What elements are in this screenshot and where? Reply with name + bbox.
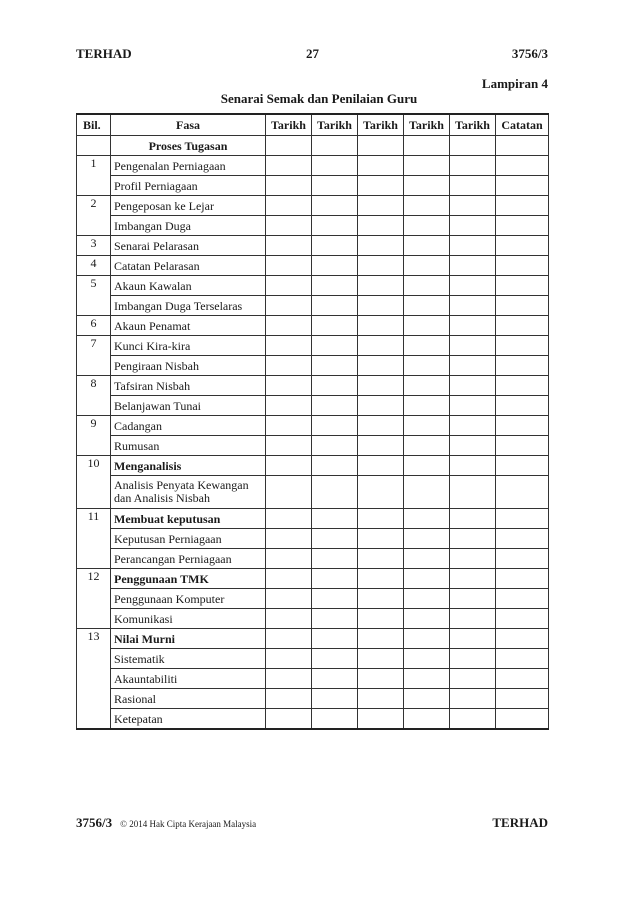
column-header-fasa: Fasa bbox=[111, 114, 266, 136]
row-number: 8 bbox=[77, 376, 111, 416]
notes-cell bbox=[496, 669, 549, 689]
phase-name: Cadangan bbox=[111, 416, 266, 436]
date-cell bbox=[358, 529, 404, 549]
date-cell bbox=[404, 296, 450, 316]
date-cell bbox=[312, 356, 358, 376]
date-cell bbox=[266, 276, 312, 296]
date-cell bbox=[312, 176, 358, 196]
date-cell bbox=[404, 156, 450, 176]
date-cell bbox=[358, 709, 404, 730]
date-cell bbox=[450, 396, 496, 416]
date-cell bbox=[404, 176, 450, 196]
date-cell bbox=[266, 416, 312, 436]
phase-name: Rumusan bbox=[111, 436, 266, 456]
notes-cell bbox=[496, 196, 549, 216]
notes-cell bbox=[496, 136, 549, 156]
date-cell bbox=[312, 376, 358, 396]
table-row bbox=[77, 549, 549, 569]
date-cell bbox=[312, 649, 358, 669]
phase-name: Akauntabiliti bbox=[111, 669, 266, 689]
row-number: 10 bbox=[77, 456, 111, 509]
row-number: 7 bbox=[77, 336, 111, 376]
phase-name: Membuat keputusan bbox=[111, 509, 266, 529]
phase-name: Proses Tugasan bbox=[111, 136, 266, 156]
date-cell bbox=[266, 649, 312, 669]
date-cell bbox=[266, 689, 312, 709]
date-cell bbox=[404, 476, 450, 509]
notes-cell bbox=[496, 436, 549, 456]
phase-name: Analisis Penyata Kewangan dan Analisis Nisbah bbox=[111, 476, 266, 509]
date-cell bbox=[404, 649, 450, 669]
notes-cell bbox=[496, 376, 549, 396]
date-cell bbox=[266, 629, 312, 649]
notes-cell bbox=[496, 476, 549, 509]
notes-cell bbox=[496, 549, 549, 569]
table-row bbox=[77, 689, 549, 709]
date-cell bbox=[450, 436, 496, 456]
footer-copyright: © 2014 Hak Cipta Kerajaan Malaysia bbox=[120, 819, 257, 829]
phase-name: Kunci Kira-kira bbox=[111, 336, 266, 356]
date-cell bbox=[450, 156, 496, 176]
row-number: 13 bbox=[77, 629, 111, 730]
date-cell bbox=[450, 529, 496, 549]
date-cell bbox=[312, 549, 358, 569]
date-cell bbox=[450, 476, 496, 509]
notes-cell bbox=[496, 316, 549, 336]
date-cell bbox=[312, 196, 358, 216]
date-cell bbox=[312, 509, 358, 529]
table-row bbox=[77, 476, 549, 509]
notes-cell bbox=[496, 296, 549, 316]
date-cell bbox=[312, 529, 358, 549]
header-classification: TERHAD bbox=[76, 46, 132, 61]
date-cell bbox=[358, 609, 404, 629]
date-cell bbox=[404, 276, 450, 296]
date-cell bbox=[450, 376, 496, 396]
phase-name: Profil Perniagaan bbox=[111, 176, 266, 196]
notes-cell bbox=[496, 156, 549, 176]
date-cell bbox=[404, 549, 450, 569]
table-row bbox=[77, 316, 549, 336]
date-cell bbox=[266, 529, 312, 549]
phase-name: Pengenalan Perniagaan bbox=[111, 156, 266, 176]
table-row bbox=[77, 156, 549, 176]
date-cell bbox=[312, 216, 358, 236]
date-cell bbox=[358, 276, 404, 296]
column-header-bil: Bil. bbox=[77, 114, 111, 136]
date-cell bbox=[312, 396, 358, 416]
date-cell bbox=[450, 416, 496, 436]
phase-name: Perancangan Perniagaan bbox=[111, 549, 266, 569]
notes-cell bbox=[496, 236, 549, 256]
date-cell bbox=[404, 396, 450, 416]
date-cell bbox=[404, 376, 450, 396]
row-number: 11 bbox=[77, 509, 111, 569]
column-header-catatan: Catatan bbox=[496, 114, 549, 136]
notes-cell bbox=[496, 336, 549, 356]
date-cell bbox=[312, 156, 358, 176]
phase-name: Pengeposan ke Lejar bbox=[111, 196, 266, 216]
date-cell bbox=[450, 709, 496, 730]
phase-name: Imbangan Duga Terselaras bbox=[111, 296, 266, 316]
row-number: 9 bbox=[77, 416, 111, 456]
date-cell bbox=[358, 456, 404, 476]
date-cell bbox=[312, 416, 358, 436]
phase-name: Akaun Kawalan bbox=[111, 276, 266, 296]
date-cell bbox=[312, 689, 358, 709]
date-cell bbox=[450, 569, 496, 589]
date-cell bbox=[358, 196, 404, 216]
row-number bbox=[77, 136, 111, 156]
table-row bbox=[77, 176, 549, 196]
date-cell bbox=[404, 609, 450, 629]
footer-classification: TERHAD bbox=[492, 815, 548, 830]
checklist-table bbox=[76, 113, 549, 730]
date-cell bbox=[404, 629, 450, 649]
phase-name: Senarai Pelarasan bbox=[111, 236, 266, 256]
date-cell bbox=[404, 336, 450, 356]
table-row bbox=[77, 649, 549, 669]
date-cell bbox=[450, 689, 496, 709]
date-cell bbox=[266, 296, 312, 316]
notes-cell bbox=[496, 456, 549, 476]
date-cell bbox=[404, 236, 450, 256]
date-cell bbox=[358, 156, 404, 176]
table-row bbox=[77, 376, 549, 396]
table-row bbox=[77, 236, 549, 256]
row-number: 4 bbox=[77, 256, 111, 276]
date-cell bbox=[266, 176, 312, 196]
date-cell bbox=[312, 256, 358, 276]
date-cell bbox=[312, 276, 358, 296]
notes-cell bbox=[496, 396, 549, 416]
date-cell bbox=[358, 136, 404, 156]
notes-cell bbox=[496, 589, 549, 609]
date-cell bbox=[312, 296, 358, 316]
date-cell bbox=[312, 709, 358, 730]
date-cell bbox=[312, 316, 358, 336]
phase-name: Penggunaan Komputer bbox=[111, 589, 266, 609]
date-cell bbox=[358, 216, 404, 236]
date-cell bbox=[312, 589, 358, 609]
date-cell bbox=[404, 509, 450, 529]
phase-name: Akaun Penamat bbox=[111, 316, 266, 336]
table-row bbox=[77, 669, 549, 689]
notes-cell bbox=[496, 529, 549, 549]
date-cell bbox=[266, 456, 312, 476]
date-cell bbox=[404, 196, 450, 216]
table-row bbox=[77, 436, 549, 456]
row-number: 1 bbox=[77, 156, 111, 196]
date-cell bbox=[450, 549, 496, 569]
table-row bbox=[77, 136, 549, 156]
date-cell bbox=[450, 196, 496, 216]
table-row bbox=[77, 296, 549, 316]
header-paper-code: 3756/3 bbox=[511, 46, 548, 61]
date-cell bbox=[358, 649, 404, 669]
date-cell bbox=[266, 236, 312, 256]
date-cell bbox=[404, 416, 450, 436]
date-cell bbox=[358, 356, 404, 376]
date-cell bbox=[312, 476, 358, 509]
date-cell bbox=[358, 296, 404, 316]
phase-name: Imbangan Duga bbox=[111, 216, 266, 236]
notes-cell bbox=[496, 216, 549, 236]
phase-name: Pengiraan Nisbah bbox=[111, 356, 266, 376]
table-row bbox=[77, 589, 549, 609]
date-cell bbox=[266, 609, 312, 629]
date-cell bbox=[358, 549, 404, 569]
date-cell bbox=[358, 689, 404, 709]
date-cell bbox=[312, 136, 358, 156]
date-cell bbox=[404, 356, 450, 376]
date-cell bbox=[358, 569, 404, 589]
table-row bbox=[77, 276, 549, 296]
notes-cell bbox=[496, 569, 549, 589]
notes-cell bbox=[496, 416, 549, 436]
column-header-tarikh-5: Tarikh bbox=[450, 114, 496, 136]
date-cell bbox=[450, 589, 496, 609]
table-row bbox=[77, 196, 549, 216]
date-cell bbox=[312, 456, 358, 476]
table-row bbox=[77, 416, 549, 436]
table-row bbox=[77, 629, 549, 649]
date-cell bbox=[358, 436, 404, 456]
row-number: 6 bbox=[77, 316, 111, 336]
column-header-tarikh-3: Tarikh bbox=[358, 114, 404, 136]
column-header-tarikh-2: Tarikh bbox=[312, 114, 358, 136]
date-cell bbox=[450, 236, 496, 256]
date-cell bbox=[358, 236, 404, 256]
phase-name: Menganalisis bbox=[111, 456, 266, 476]
date-cell bbox=[450, 456, 496, 476]
date-cell bbox=[266, 569, 312, 589]
date-cell bbox=[358, 316, 404, 336]
date-cell bbox=[266, 336, 312, 356]
table-row bbox=[77, 216, 549, 236]
date-cell bbox=[404, 136, 450, 156]
column-header-tarikh-1: Tarikh bbox=[266, 114, 312, 136]
date-cell bbox=[450, 256, 496, 276]
notes-cell bbox=[496, 689, 549, 709]
date-cell bbox=[450, 509, 496, 529]
date-cell bbox=[404, 589, 450, 609]
phase-name: Belanjawan Tunai bbox=[111, 396, 266, 416]
date-cell bbox=[450, 296, 496, 316]
notes-cell bbox=[496, 176, 549, 196]
date-cell bbox=[358, 176, 404, 196]
date-cell bbox=[312, 336, 358, 356]
date-cell bbox=[266, 396, 312, 416]
header-page-number: 27 bbox=[306, 46, 319, 61]
table-row bbox=[77, 256, 549, 276]
table-row bbox=[77, 709, 549, 730]
date-cell bbox=[358, 669, 404, 689]
date-cell bbox=[450, 669, 496, 689]
date-cell bbox=[450, 649, 496, 669]
row-number: 5 bbox=[77, 276, 111, 316]
phase-name: Komunikasi bbox=[111, 609, 266, 629]
date-cell bbox=[404, 709, 450, 730]
date-cell bbox=[358, 476, 404, 509]
date-cell bbox=[404, 689, 450, 709]
date-cell bbox=[358, 396, 404, 416]
date-cell bbox=[404, 529, 450, 549]
footer-left bbox=[76, 815, 256, 831]
date-cell bbox=[266, 216, 312, 236]
phase-name: Ketepatan bbox=[111, 709, 266, 730]
date-cell bbox=[266, 136, 312, 156]
notes-cell bbox=[496, 649, 549, 669]
table-row bbox=[77, 509, 549, 529]
notes-cell bbox=[496, 709, 549, 730]
date-cell bbox=[266, 549, 312, 569]
phase-name: Penggunaan TMK bbox=[111, 569, 266, 589]
date-cell bbox=[312, 609, 358, 629]
date-cell bbox=[266, 196, 312, 216]
row-number: 3 bbox=[77, 236, 111, 256]
date-cell bbox=[312, 236, 358, 256]
date-cell bbox=[312, 436, 358, 456]
notes-cell bbox=[496, 276, 549, 296]
date-cell bbox=[450, 176, 496, 196]
phase-name: Sistematik bbox=[111, 649, 266, 669]
date-cell bbox=[450, 136, 496, 156]
date-cell bbox=[450, 609, 496, 629]
date-cell bbox=[266, 156, 312, 176]
date-cell bbox=[312, 629, 358, 649]
phase-name: Catatan Pelarasan bbox=[111, 256, 266, 276]
date-cell bbox=[266, 476, 312, 509]
date-cell bbox=[312, 569, 358, 589]
date-cell bbox=[358, 256, 404, 276]
date-cell bbox=[358, 376, 404, 396]
table-row bbox=[77, 396, 549, 416]
date-cell bbox=[404, 216, 450, 236]
date-cell bbox=[450, 276, 496, 296]
date-cell bbox=[450, 216, 496, 236]
date-cell bbox=[266, 436, 312, 456]
date-cell bbox=[358, 509, 404, 529]
phase-name: Nilai Murni bbox=[111, 629, 266, 649]
table-row bbox=[77, 336, 549, 356]
notes-cell bbox=[496, 356, 549, 376]
notes-cell bbox=[496, 509, 549, 529]
date-cell bbox=[450, 316, 496, 336]
phase-name: Tafsiran Nisbah bbox=[111, 376, 266, 396]
date-cell bbox=[404, 669, 450, 689]
date-cell bbox=[266, 509, 312, 529]
notes-cell bbox=[496, 609, 549, 629]
date-cell bbox=[266, 709, 312, 730]
date-cell bbox=[266, 589, 312, 609]
column-header-tarikh-4: Tarikh bbox=[404, 114, 450, 136]
date-cell bbox=[404, 436, 450, 456]
date-cell bbox=[450, 629, 496, 649]
date-cell bbox=[404, 316, 450, 336]
date-cell bbox=[404, 256, 450, 276]
table-row bbox=[77, 356, 549, 376]
row-number: 2 bbox=[77, 196, 111, 236]
date-cell bbox=[404, 456, 450, 476]
notes-cell bbox=[496, 256, 549, 276]
table-row bbox=[77, 569, 549, 589]
notes-cell bbox=[496, 629, 549, 649]
row-number: 12 bbox=[77, 569, 111, 629]
date-cell bbox=[358, 416, 404, 436]
date-cell bbox=[266, 256, 312, 276]
date-cell bbox=[312, 669, 358, 689]
appendix-label: Lampiran 4 bbox=[481, 76, 548, 91]
table-header-row bbox=[77, 114, 549, 136]
footer-paper-code: 3756/3 bbox=[76, 815, 113, 830]
date-cell bbox=[358, 589, 404, 609]
date-cell bbox=[358, 336, 404, 356]
date-cell bbox=[266, 376, 312, 396]
date-cell bbox=[450, 336, 496, 356]
page-title: Senarai Semak dan Penilaian Guru bbox=[220, 91, 418, 106]
table-row bbox=[77, 529, 549, 549]
date-cell bbox=[404, 569, 450, 589]
date-cell bbox=[266, 316, 312, 336]
phase-name: Rasional bbox=[111, 689, 266, 709]
phase-name: Keputusan Perniagaan bbox=[111, 529, 266, 549]
table-body bbox=[77, 136, 549, 730]
date-cell bbox=[450, 356, 496, 376]
table-row bbox=[77, 456, 549, 476]
date-cell bbox=[358, 629, 404, 649]
date-cell bbox=[266, 356, 312, 376]
date-cell bbox=[266, 669, 312, 689]
table-row bbox=[77, 609, 549, 629]
